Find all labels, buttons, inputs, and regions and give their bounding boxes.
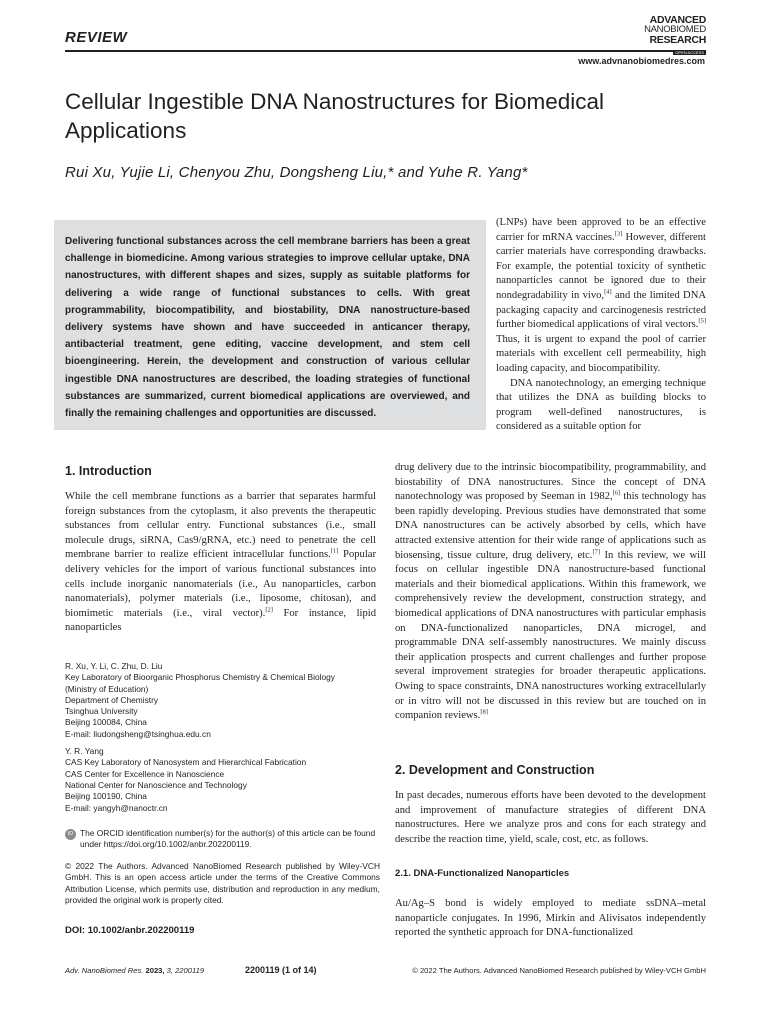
open-access-badge: OPEN ACCESS: [675, 50, 704, 55]
footer-volume: 3, 2200119: [166, 966, 205, 975]
intro-text: and the limited DNA packaging capacity and carcinogenesis restricted further biomedical applications of viral vectors.: [496, 289, 706, 331]
affiliation-authors: R. Xu, Y. Li, C. Zhu, D. Liu: [65, 661, 163, 671]
affiliation-line: Key Laboratory of Bioorganic Phosphorus Chemistry & Chemical Biology: [65, 672, 335, 683]
affiliation-line: (Ministry of Education): [65, 683, 149, 694]
article-title: Cellular Ingestible DNA Nanostructures for Biomedical Applications: [65, 89, 604, 143]
footer-year: 2023,: [145, 966, 165, 975]
journal-logo: [628, 15, 706, 55]
affiliation-line: National Center for Nanoscience and Technology: [65, 779, 247, 790]
development-text: In past decades, numerous efforts have been devoted to the development and improvement of manufacture strategies of different DNA nanostructures. Here we analyze pros and cons for each strategy and describe the reaction time, yield, scale, cost, etc. as follows.: [395, 790, 706, 845]
intro-text: However, different carrier materials have corresponding drawbacks. For example, the potential toxicity of synthetic nanoparticles cannot be ignored due to their nondegradability in vivo,: [496, 231, 707, 301]
footer-citation: [65, 966, 204, 975]
intro-text: While the cell membrane functions as a barrier that separates harmful foreign substances from the cytoplasm, it also prevents the therapeutic substances from cellular entry. Functional substances (i.e., small molecule drugs, siRNA, Cas9/gRNA, etc.) need to penetrate the cell membrane barrier to realize efficient intracellular functions.: [65, 491, 376, 561]
section-label: REVIEW: [65, 29, 128, 46]
subsection-heading-dna-nanoparticles: 2.1. DNA-Functionalized Nanoparticles: [395, 868, 570, 879]
logo-line-2: NANOBIOMED: [644, 24, 706, 35]
intro-text: drug delivery due to the intrinsic biocompatibility, programmability, and biostability of DNA nanostructures. Since the concept of DNA nanotechnology was proposed by Seeman in 1982,: [395, 462, 706, 503]
intro-text: In this review, we will focus on cellular ingestible DNA nanostructure-based functional materials and their biomedical applications. Within this framework, we comprehensively review the development, construction strategy, and biomedical applications of DNA nanostructures with particular emphasis on DNA-functionalized nanoparticles, DNA microgel, and programmable DNA self-assembly nanostructures. We mainly discuss their application prospects and current challenges and further propose several improvement strategies for broader therapeutic applications. Owing to space constraints, DNA nanostructures working extracellularly or in vitro will not be discussed in this review but are touched on in companion reviews.: [395, 549, 706, 722]
footer-page-number: 2200119 (1 of 14): [245, 965, 317, 975]
reference-7[interactable]: [7]: [592, 548, 601, 556]
affiliation-line: Tsinghua University: [65, 706, 138, 717]
orcid-text[interactable]: The ORCID identification number(s) for the author(s) of this article can be found under https://doi.org/10.1002/anbr.202200119.: [80, 828, 376, 850]
reference-2[interactable]: [2]: [265, 606, 273, 614]
affiliation-line: CAS Center for Excellence in Nanoscience: [65, 768, 225, 779]
intro-left-column: [65, 490, 376, 636]
footer-copyright: © 2022 The Authors. Advanced NanoBiomed Research published by Wiley-VCH GmbH: [412, 966, 706, 975]
affiliations: [65, 661, 380, 814]
reference-3[interactable]: [3]: [614, 230, 623, 238]
reference-4[interactable]: [4]: [604, 288, 612, 296]
logo-line-3: RESEARCH: [649, 34, 706, 46]
reference-6[interactable]: [6]: [612, 489, 621, 497]
affiliation-email[interactable]: E-mail: yangyh@nanoctr.cn: [65, 802, 168, 813]
header-rule: [65, 50, 705, 52]
reference-8[interactable]: [8]: [480, 708, 488, 716]
orcid-note: [65, 828, 380, 851]
intro-text: Popular delivery vehicles for the import of various functional substances into cells include inorganic nanomaterials (i.e., Au nanoparticles, carbon nanomaterials), polymer materials (i.e., liposome, chitosan), and biomimetic materials (i.e., viral vector).: [65, 549, 377, 619]
intro-text: Thus, it is urgent to expand the pool of carrier materials with excellent cell permeability, high loading capacity, and biocompatibility.: [496, 333, 706, 374]
intro-text: (LNPs) have been approved to be an effective carrier for mRNA vaccines.: [496, 217, 706, 243]
affiliation-line: Beijing 100084, China: [65, 717, 147, 728]
section-heading-development: 2. Development and Construction: [395, 763, 595, 777]
footer-journal-name: Adv. NanoBiomed Res.: [65, 966, 144, 975]
affiliation-line: CAS Key Laboratory of Nanosystem and Hierarchical Fabrication: [65, 757, 307, 768]
affiliation-line: Department of Chemistry: [65, 694, 159, 705]
intro-paragraph: DNA nanotechnology, an emerging technique that utilizes the DNA as building blocks to program well-defined nanostructures, is considered as a suitable option for: [496, 377, 706, 433]
article-doi[interactable]: DOI: 10.1002/anbr.202200119: [65, 925, 195, 936]
abstract-text: Delivering functional substances across the cell membrane barriers has been a great challenge in biomedicine. Among various strategies to improve cellular uptake, DNA nanostructures, with different shapes and sizes, supply as suitable platforms for delivering a wide range of functional substances to cells. With great programmability, biocompatibility, and biostability, DNA nanostructure-based delivery systems have shown and have succeeded in anticancer therapy, antibacterial treatment, gene editing, vaccine development, and stem cell bioengineering. Herein, the development and construction of various cellular ingestible DNA nanostructures are described, the loading strategies of functional substances are summarized, current biomedical applications are overviewed, and finally the remaining challenges and opportunities are discussed.: [65, 236, 470, 420]
logo-line-1: ADVANCED: [649, 14, 706, 26]
journal-website-link[interactable]: www.advnanobiomedres.com: [578, 56, 705, 66]
section-heading-introduction: 1. Introduction: [65, 464, 152, 478]
affiliation-email[interactable]: E-mail: liudongsheng@tsinghua.edu.cn: [65, 728, 211, 739]
article-authors: Rui Xu, Yujie Li, Chenyou Zhu, Dongsheng Liu,* and Yuhe R. Yang*: [65, 164, 528, 181]
intro-right-main: [395, 461, 706, 724]
affiliation-authors: Y. R. Yang: [65, 746, 104, 757]
affiliation-line: Beijing 100190, China: [65, 791, 147, 802]
intro-text: this technology has been rapidly developing. Previous studies have demonstrated that some DNA nanostructures can be actively absorbed by cells, which have attracted extensive attention for their wide range of applications such as biosensing, tissue culture, drug delivery, etc.: [395, 491, 706, 561]
orcid-icon: iD: [65, 829, 76, 840]
reference-1[interactable]: [1]: [330, 547, 339, 555]
license-notice: © 2022 The Authors. Advanced NanoBiomed Research published by Wiley-VCH GmbH. This is an open access article under the terms of the Creative Commons Attribution License, which permits use, distribution and reproduction in any medium, provided the original work is properly cited.: [65, 861, 380, 905]
intro-text: For instance, lipid nanoparticles: [65, 607, 376, 634]
reference-5[interactable]: [5]: [698, 317, 706, 325]
dna-nanoparticles-text: Au/Ag–S bond is widely employed to mediate ssDNA–metal nanoparticle conjugates. In 1996, Mirkin and Alivisatos independently reported the synthetic approach for DNA-functionalized: [395, 898, 706, 939]
intro-right-top: [496, 216, 706, 435]
